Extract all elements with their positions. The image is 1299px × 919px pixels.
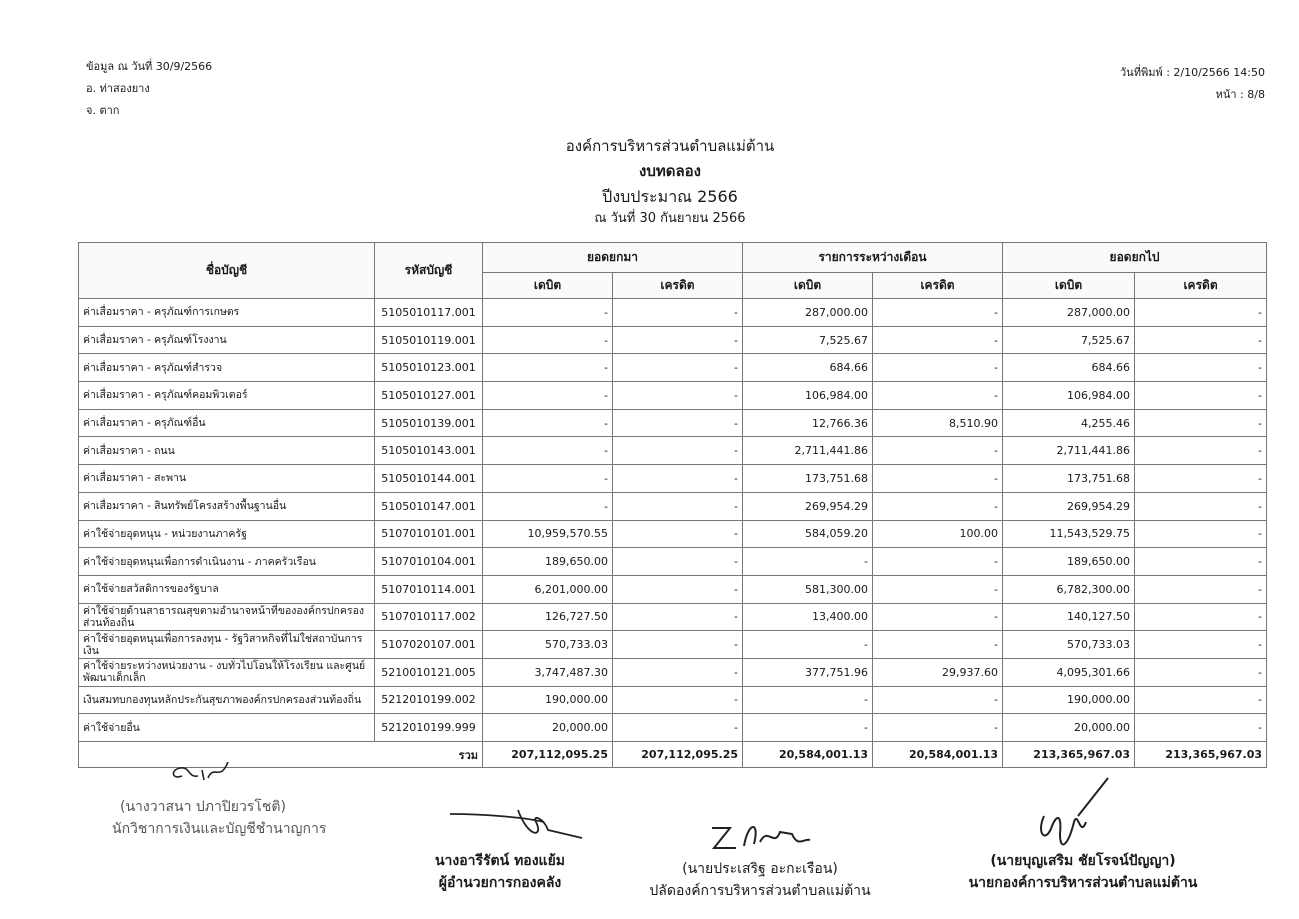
cf-debit-cell: 173,751.68 bbox=[1003, 465, 1135, 493]
header-debit: เดบิต bbox=[743, 273, 873, 299]
total-cf-credit: 213,365,967.03 bbox=[1135, 742, 1267, 768]
bf-credit-cell: - bbox=[613, 520, 743, 548]
header-brought-forward: ยอดยกมา bbox=[483, 243, 743, 273]
account-name-cell: ค่าใช้จ่ายระหว่างหน่วยงาน - งบทั่วไปโอนให้โรงเรียน และศูนย์พัฒนาเด็กเล็ก bbox=[79, 658, 375, 686]
month-debit-cell: - bbox=[743, 714, 873, 742]
month-debit-cell: 287,000.00 bbox=[743, 299, 873, 327]
account-code-cell: 5210010121.005 bbox=[375, 658, 483, 686]
month-credit-cell: 100.00 bbox=[873, 520, 1003, 548]
cf-credit-cell: - bbox=[1135, 575, 1267, 603]
cf-debit-cell: 189,650.00 bbox=[1003, 548, 1135, 576]
account-name-cell: ค่าเสื่อมราคา - สะพาน bbox=[79, 465, 375, 493]
deputy-title: ปลัดองค์การบริหารส่วนตำบลแม่ต้าน bbox=[649, 883, 871, 899]
account-code-cell: 5105010143.001 bbox=[375, 437, 483, 465]
bf-credit-cell: - bbox=[613, 299, 743, 327]
total-label: รวม bbox=[79, 742, 483, 768]
header-credit: เครดิต bbox=[613, 273, 743, 299]
month-debit-cell: - bbox=[743, 548, 873, 576]
month-debit-cell: 106,984.00 bbox=[743, 382, 873, 410]
account-code-cell: 5105010123.001 bbox=[375, 354, 483, 382]
data-as-of: ข้อมูล ณ วันที่ 30/9/2566 bbox=[86, 60, 213, 73]
account-code-cell: 5107020107.001 bbox=[375, 631, 483, 659]
bf-debit-cell: - bbox=[483, 492, 613, 520]
month-debit-cell: 584,059.20 bbox=[743, 520, 873, 548]
bf-debit-cell: 3,747,487.30 bbox=[483, 658, 613, 686]
deputy-block bbox=[620, 858, 900, 902]
account-code-cell: 5107010117.002 bbox=[375, 603, 483, 631]
total-month-debit: 20,584,001.13 bbox=[743, 742, 873, 768]
mayor-block bbox=[938, 850, 1228, 894]
account-name-cell: ค่าใช้จ่ายด้านสาธารณสุขตามอำนาจหน้าที่ขององค์กรปกครองส่วนท้องถิ่น bbox=[79, 603, 375, 631]
account-code-cell: 5105010139.001 bbox=[375, 409, 483, 437]
table-row bbox=[79, 354, 1267, 382]
header-account-code: รหัสบัญชี bbox=[375, 243, 483, 299]
bf-debit-cell: 190,000.00 bbox=[483, 686, 613, 714]
cf-debit-cell: 11,543,529.75 bbox=[1003, 520, 1135, 548]
cf-credit-cell: - bbox=[1135, 299, 1267, 327]
bf-credit-cell: - bbox=[613, 714, 743, 742]
ledger-body bbox=[79, 299, 1267, 742]
total-bf-credit: 207,112,095.25 bbox=[613, 742, 743, 768]
bf-credit-cell: - bbox=[613, 492, 743, 520]
deputy-signature bbox=[708, 818, 818, 858]
account-code-cell: 5105010117.001 bbox=[375, 299, 483, 327]
account-name-cell: ค่าใช้จ่ายอื่น bbox=[79, 714, 375, 742]
account-code-cell: 5212010199.002 bbox=[375, 686, 483, 714]
bf-debit-cell: 6,201,000.00 bbox=[483, 575, 613, 603]
bf-debit-cell: - bbox=[483, 326, 613, 354]
deputy-name: (นายประเสริฐ อะกะเรือน) bbox=[682, 861, 838, 877]
table-row bbox=[79, 658, 1267, 686]
bf-credit-cell: - bbox=[613, 686, 743, 714]
total-cf-debit: 213,365,967.03 bbox=[1003, 742, 1135, 768]
month-credit-cell: - bbox=[873, 686, 1003, 714]
cf-credit-cell: - bbox=[1135, 437, 1267, 465]
table-row bbox=[79, 299, 1267, 327]
account-code-cell: 5105010144.001 bbox=[375, 465, 483, 493]
cf-debit-cell: 140,127.50 bbox=[1003, 603, 1135, 631]
cf-credit-cell: - bbox=[1135, 492, 1267, 520]
header-debit: เดบิต bbox=[483, 273, 613, 299]
month-credit-cell: - bbox=[873, 382, 1003, 410]
bf-credit-cell: - bbox=[613, 658, 743, 686]
cf-credit-cell: - bbox=[1135, 354, 1267, 382]
header-credit: เครดิต bbox=[1135, 273, 1267, 299]
bf-credit-cell: - bbox=[613, 603, 743, 631]
bf-debit-cell: 126,727.50 bbox=[483, 603, 613, 631]
table-row bbox=[79, 631, 1267, 659]
preparer-name: (นางวาสนา ปภาปิยวรโชติ) bbox=[120, 799, 286, 815]
organization-name: องค์การบริหารส่วนตำบลแม่ต้าน bbox=[565, 137, 775, 155]
month-credit-cell: - bbox=[873, 299, 1003, 327]
cf-credit-cell: - bbox=[1135, 382, 1267, 410]
bf-credit-cell: - bbox=[613, 382, 743, 410]
month-credit-cell: - bbox=[873, 326, 1003, 354]
account-name-cell: ค่าเสื่อมราคา - ถนน bbox=[79, 437, 375, 465]
report-date: ณ วันที่ 30 กันยายน 2566 bbox=[594, 211, 746, 226]
table-row bbox=[79, 382, 1267, 410]
account-name-cell: ค่าใช้จ่ายอุดหนุนเพื่อการลงทุน - รัฐวิสาหกิจที่ไม่ใช่สถาบันการเงิน bbox=[79, 631, 375, 659]
cf-debit-cell: 684.66 bbox=[1003, 354, 1135, 382]
cf-debit-cell: 190,000.00 bbox=[1003, 686, 1135, 714]
cf-credit-cell: - bbox=[1135, 603, 1267, 631]
cf-credit-cell: - bbox=[1135, 326, 1267, 354]
bf-credit-cell: - bbox=[613, 409, 743, 437]
cf-credit-cell: - bbox=[1135, 409, 1267, 437]
account-code-cell: 5105010119.001 bbox=[375, 326, 483, 354]
cf-debit-cell: 20,000.00 bbox=[1003, 714, 1135, 742]
table-row bbox=[79, 465, 1267, 493]
month-credit-cell: - bbox=[873, 631, 1003, 659]
table-row bbox=[79, 437, 1267, 465]
preparer-signature bbox=[168, 760, 238, 788]
finance-director-block bbox=[400, 850, 600, 894]
account-name-cell: ค่าเสื่อมราคา - สินทรัพย์โครงสร้างพื้นฐานอื่น bbox=[79, 492, 375, 520]
bf-credit-cell: - bbox=[613, 631, 743, 659]
account-name-cell: ค่าเสื่อมราคา - ครุภัณฑ์อื่น bbox=[79, 409, 375, 437]
account-name-cell: ค่าใช้จ่ายอุดหนุน - หน่วยงานภาครัฐ bbox=[79, 520, 375, 548]
month-debit-cell: 12,766.36 bbox=[743, 409, 873, 437]
trial-balance-table bbox=[78, 242, 1267, 768]
table-row bbox=[79, 714, 1267, 742]
bf-debit-cell: 189,650.00 bbox=[483, 548, 613, 576]
account-name-cell: เงินสมทบกองทุนหลักประกันสุขภาพองค์กรปกครองส่วนท้องถิ่น bbox=[79, 686, 375, 714]
month-credit-cell: - bbox=[873, 437, 1003, 465]
header-carried-forward: ยอดยกไป bbox=[1003, 243, 1267, 273]
month-debit-cell: - bbox=[743, 686, 873, 714]
mayor-name: (นายบุญเสริม ชัยโรจน์ปัญญา) bbox=[990, 853, 1176, 869]
account-name-cell: ค่าใช้จ่ายอุดหนุนเพื่อการดำเนินงาน - ภาคครัวเรือน bbox=[79, 548, 375, 576]
mayor-title: นายกองค์การบริหารส่วนตำบลแม่ต้าน bbox=[968, 875, 1198, 891]
account-name-cell: ค่าเสื่อมราคา - ครุภัณฑ์การเกษตร bbox=[79, 299, 375, 327]
page-number: หน้า : 8/8 bbox=[1215, 88, 1265, 101]
header-account-name: ชื่อบัญชี bbox=[79, 243, 375, 299]
table-row bbox=[79, 409, 1267, 437]
bf-debit-cell: - bbox=[483, 409, 613, 437]
month-debit-cell: 581,300.00 bbox=[743, 575, 873, 603]
month-credit-cell: - bbox=[873, 575, 1003, 603]
month-debit-cell: 13,400.00 bbox=[743, 603, 873, 631]
month-debit-cell: 173,751.68 bbox=[743, 465, 873, 493]
account-code-cell: 5105010127.001 bbox=[375, 382, 483, 410]
month-debit-cell: 2,711,441.86 bbox=[743, 437, 873, 465]
cf-credit-cell: - bbox=[1135, 714, 1267, 742]
print-date: วันที่พิมพ์ : 2/10/2566 14:50 bbox=[1120, 66, 1265, 79]
cf-credit-cell: - bbox=[1135, 520, 1267, 548]
cf-debit-cell: 4,255.46 bbox=[1003, 409, 1135, 437]
month-credit-cell: - bbox=[873, 714, 1003, 742]
total-bf-debit: 207,112,095.25 bbox=[483, 742, 613, 768]
cf-debit-cell: 4,095,301.66 bbox=[1003, 658, 1135, 686]
month-debit-cell: 269,954.29 bbox=[743, 492, 873, 520]
cf-credit-cell: - bbox=[1135, 658, 1267, 686]
preparer-block bbox=[112, 796, 332, 840]
bf-debit-cell: - bbox=[483, 382, 613, 410]
account-code-cell: 5107010114.001 bbox=[375, 575, 483, 603]
account-name-cell: ค่าเสื่อมราคา - ครุภัณฑ์สำรวจ bbox=[79, 354, 375, 382]
table-row bbox=[79, 548, 1267, 576]
fiscal-year: ปีงบประมาณ 2566 bbox=[602, 187, 738, 206]
bf-credit-cell: - bbox=[613, 575, 743, 603]
table-row bbox=[79, 603, 1267, 631]
table-row bbox=[79, 520, 1267, 548]
table-row bbox=[79, 575, 1267, 603]
account-code-cell: 5105010147.001 bbox=[375, 492, 483, 520]
header-during-month: รายการระหว่างเดือน bbox=[743, 243, 1003, 273]
month-credit-cell: - bbox=[873, 465, 1003, 493]
finance-director-name: นางอารีรัตน์ ทองแย้ม bbox=[434, 853, 566, 869]
cf-debit-cell: 570,733.03 bbox=[1003, 631, 1135, 659]
table-row bbox=[79, 326, 1267, 354]
cf-debit-cell: 6,782,300.00 bbox=[1003, 575, 1135, 603]
finance-director-title: ผู้อำนวยการกองคลัง bbox=[438, 875, 562, 891]
bf-debit-cell: - bbox=[483, 465, 613, 493]
month-credit-cell: - bbox=[873, 603, 1003, 631]
cf-debit-cell: 269,954.29 bbox=[1003, 492, 1135, 520]
bf-debit-cell: - bbox=[483, 437, 613, 465]
report-meta-right bbox=[1120, 66, 1265, 110]
report-title: งบทดลอง bbox=[639, 162, 701, 180]
month-credit-cell: - bbox=[873, 354, 1003, 382]
bf-credit-cell: - bbox=[613, 465, 743, 493]
account-code-cell: 5107010101.001 bbox=[375, 520, 483, 548]
bf-debit-cell: - bbox=[483, 299, 613, 327]
account-name-cell: ค่าเสื่อมราคา - ครุภัณฑ์โรงงาน bbox=[79, 326, 375, 354]
cf-debit-cell: 106,984.00 bbox=[1003, 382, 1135, 410]
account-code-cell: 5107010104.001 bbox=[375, 548, 483, 576]
account-name-cell: ค่าใช้จ่ายสวัสดิการของรัฐบาล bbox=[79, 575, 375, 603]
cf-credit-cell: - bbox=[1135, 465, 1267, 493]
month-debit-cell: 377,751.96 bbox=[743, 658, 873, 686]
mayor-signature bbox=[1030, 776, 1120, 860]
report-meta-left bbox=[86, 60, 212, 126]
bf-debit-cell: 570,733.03 bbox=[483, 631, 613, 659]
province: จ. ตาก bbox=[86, 104, 120, 117]
bf-debit-cell: 20,000.00 bbox=[483, 714, 613, 742]
bf-credit-cell: - bbox=[613, 548, 743, 576]
report-titles bbox=[0, 134, 1299, 229]
month-credit-cell: 8,510.90 bbox=[873, 409, 1003, 437]
table-row bbox=[79, 492, 1267, 520]
total-row bbox=[79, 742, 1267, 768]
bf-credit-cell: - bbox=[613, 437, 743, 465]
district: อ. ท่าสองยาง bbox=[86, 82, 150, 95]
cf-debit-cell: 7,525.67 bbox=[1003, 326, 1135, 354]
bf-credit-cell: - bbox=[613, 354, 743, 382]
bf-debit-cell: 10,959,570.55 bbox=[483, 520, 613, 548]
month-credit-cell: - bbox=[873, 548, 1003, 576]
bf-credit-cell: - bbox=[613, 326, 743, 354]
preparer-title: นักวิชาการเงินและบัญชีชำนาญการ bbox=[112, 821, 327, 837]
cf-credit-cell: - bbox=[1135, 686, 1267, 714]
month-credit-cell: 29,937.60 bbox=[873, 658, 1003, 686]
month-debit-cell: - bbox=[743, 631, 873, 659]
cf-debit-cell: 2,711,441.86 bbox=[1003, 437, 1135, 465]
table-row bbox=[79, 686, 1267, 714]
cf-credit-cell: - bbox=[1135, 631, 1267, 659]
cf-credit-cell: - bbox=[1135, 548, 1267, 576]
account-name-cell: ค่าเสื่อมราคา - ครุภัณฑ์คอมพิวเตอร์ bbox=[79, 382, 375, 410]
account-code-cell: 5212010199.999 bbox=[375, 714, 483, 742]
header-credit: เครดิต bbox=[873, 273, 1003, 299]
month-debit-cell: 684.66 bbox=[743, 354, 873, 382]
month-credit-cell: - bbox=[873, 492, 1003, 520]
total-month-credit: 20,584,001.13 bbox=[873, 742, 1003, 768]
bf-debit-cell: - bbox=[483, 354, 613, 382]
cf-debit-cell: 287,000.00 bbox=[1003, 299, 1135, 327]
month-debit-cell: 7,525.67 bbox=[743, 326, 873, 354]
header-debit: เดบิต bbox=[1003, 273, 1135, 299]
finance-director-signature bbox=[448, 808, 588, 844]
